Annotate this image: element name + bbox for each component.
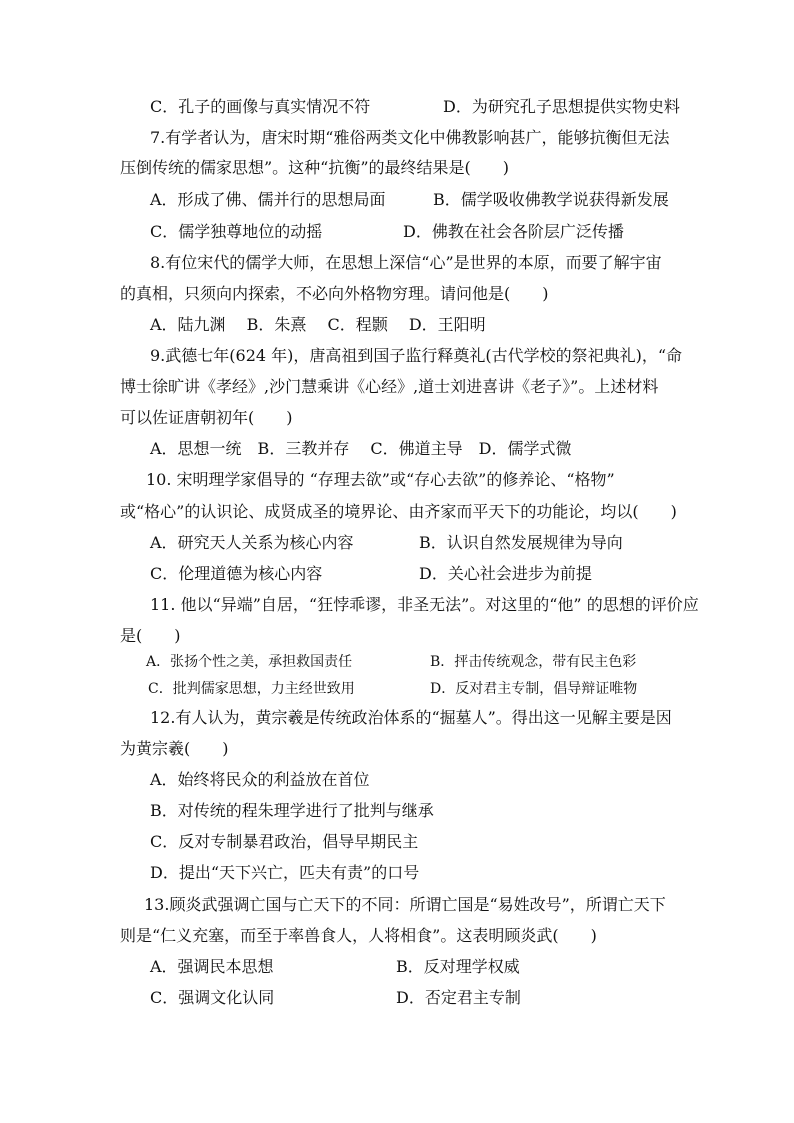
q12-option-a: A．始终将民众的利益放在首位 [150,770,370,789]
q11-stem-line1: 11. 他以“异端”自居，“狂悖乖谬，非圣无法”。对这里的“他” 的思想的评价应 [150,595,699,614]
q7-stem-line2: 压倒传统的儒家思想”。这种“抗衡”的最终结果是( ) [120,158,510,177]
q10-option-d: D．关心社会进步为前提 [419,564,592,583]
q9-stem-line1: 9.武德七年(624 年)，唐高祖到国子监行释奠礼(古代学校的祭祀典礼)，“命 [150,346,683,365]
q12-stem-line2: 为黄宗羲( ) [120,739,229,758]
q7-stem-line1: 7.有学者认为，唐宋时期“雅俗两类文化中佛教影响甚广，能够抗衡但无法 [150,128,670,147]
q9-stem-line3: 可以佐证唐朝初年( ) [120,408,293,427]
q11-option-c: C．批判儒家思想，力主经世致用 [148,681,355,697]
q9-options: A．思想一统 B．三教并存 C．佛道主导 D．儒学式微 [150,439,572,458]
q11-option-row-1 [146,651,637,673]
q12-option-b: B．对传统的程朱理学进行了批判与继承 [150,801,434,820]
q10-option-row-1 [150,532,623,554]
q7-option-row-1 [150,189,669,211]
q13-option-d: D．否定君主专制 [396,988,521,1007]
q13-option-c: C．强调文化认同 [150,988,275,1007]
q7-option-b: B．儒学吸收佛教学说获得新发展 [433,190,669,209]
q6-option-row [150,96,680,118]
q12-option-d: D．提出“天下兴亡，匹夫有责”的口号 [150,863,420,882]
q7-option-d: D．佛教在社会各阶层广泛传播 [403,222,624,241]
q11-stem-line2: 是( ) [120,626,181,645]
q11-option-a: A．张扬个性之美，承担救国责任 [146,654,353,670]
q11-option-row-2 [148,678,638,700]
q10-stem-line1: 10. 宋明理学家倡导的 “存理去欲”或“存心去欲”的修养论、“格物” [146,470,615,489]
q10-option-c: C．伦理道德为核心内容 [150,564,323,583]
q8-stem-line1: 8.有位宋代的儒学大师，在思想上深信“心”是世界的本原，而要了解宇宙 [150,253,662,272]
q13-option-b: B．反对理学权威 [396,957,520,976]
q13-stem-line1: 13.顾炎武强调亡国与亡天下的不同：所谓亡国是“易姓改号”，所谓亡天下 [144,895,666,914]
q10-option-a: A．研究天人关系为核心内容 [150,533,354,552]
q12-stem-line1: 12.有人认为，黄宗羲是传统政治体系的“掘墓人”。得出这一见解主要是因 [150,708,672,727]
q12-option-c: C．反对专制暴君政治，倡导早期民主 [150,832,419,851]
q10-option-row-2 [150,563,592,585]
q10-stem-line2: 或“格心”的认识论、成贤成圣的境界论、由齐家而平天下的功能论，均以( ) [120,502,677,521]
q9-stem-line2: 博士徐旷讲《孝经》,沙门慧乘讲《心经》,道士刘进喜讲《老子》”。上述材料 [120,377,659,396]
q7-option-a: A．形成了佛、儒并行的思想局面 [150,190,386,209]
q11-option-d: D．反对君主专制，倡导辩证唯物 [430,681,638,697]
q10-option-b: B．认识自然发展规律为导向 [419,533,623,552]
q13-option-row-2 [150,987,521,1009]
q8-stem-line2: 的真相，只须向内探索，不必向外格物穷理。请问他是( ) [120,284,549,303]
q11-option-b: B．抨击传统观念，带有民主色彩 [430,654,637,670]
q13-option-row-1 [150,956,520,978]
q6-option-d: D．为研究孔子思想提供实物史料 [443,97,680,116]
q7-option-row-2 [150,221,624,243]
q6-option-c: C．孔子的画像与真实情况不符 [150,97,371,116]
q7-option-c: C．儒学独尊地位的动摇 [150,222,323,241]
q13-option-a: A．强调民本思想 [150,957,274,976]
q8-options: A．陆九渊 B．朱熹 C．程颢 D．王阳明 [150,315,486,334]
q13-stem-line2: 则是“仁义充塞，而至于率兽食人，人将相食”。这表明顾炎武( ) [120,926,597,945]
